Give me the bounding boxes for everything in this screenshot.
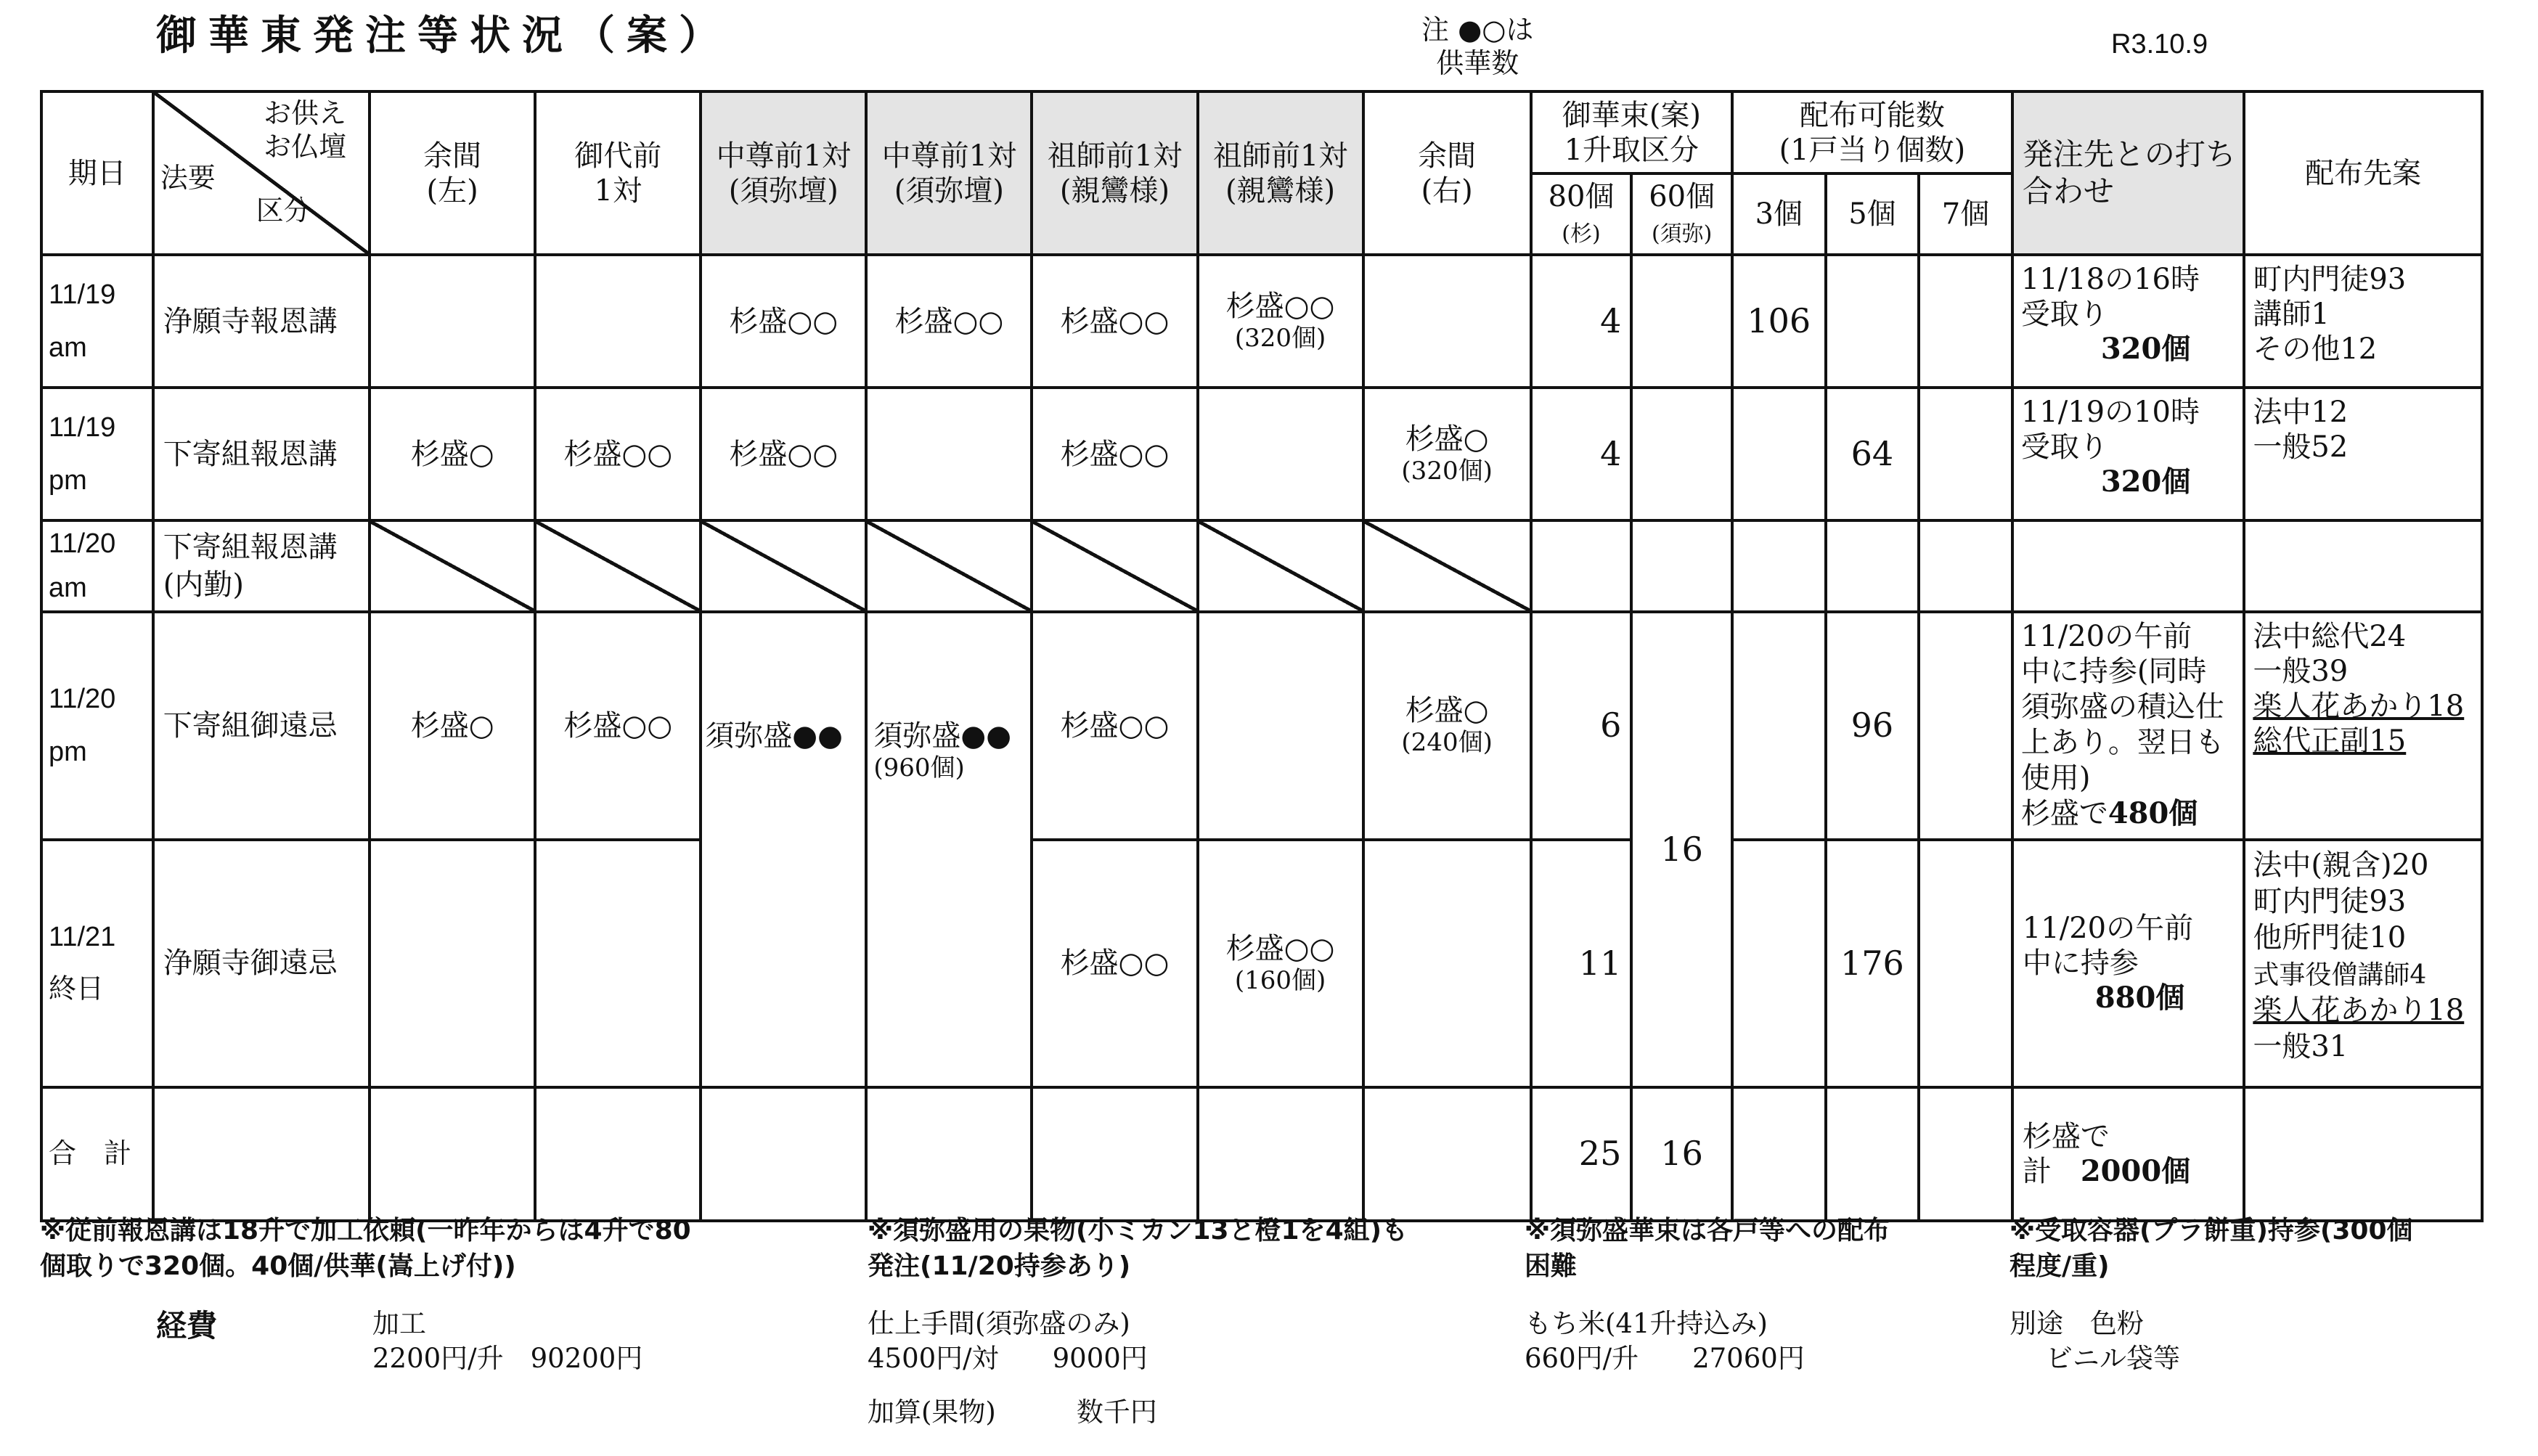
header-yoma-right: 余間 (右) — [1363, 91, 1531, 255]
cell-h5: 96 — [1826, 612, 1919, 840]
cell-godai — [535, 255, 701, 388]
cell-chuzon-1: 須弥盛●● — [701, 612, 866, 1087]
header-k80: 80個 (杉) — [1531, 173, 1632, 255]
cell-h3 — [1732, 388, 1826, 520]
cell-soshi-2 — [1198, 612, 1363, 840]
cell-yoma-left: 杉盛○ — [370, 612, 535, 840]
cell-yoma-right — [1363, 255, 1531, 388]
cell-k80 — [1531, 520, 1632, 612]
row-date: 11/19 am — [41, 255, 153, 388]
legend-note — [1421, 13, 1533, 81]
header-uchiawase: 発注先との打ち合わせ — [2012, 91, 2245, 255]
cell-uchiawase — [2012, 520, 2245, 612]
cell-destination: 町内門徒93 講師1 その他12 — [2244, 255, 2482, 388]
cell-h5 — [1826, 255, 1919, 388]
cell-chuzon-2: 杉盛○○ — [866, 255, 1032, 388]
header-h5: 5個 — [1826, 173, 1919, 255]
cell-godai: 杉盛○○ — [535, 388, 701, 520]
cell-h3 — [1732, 612, 1826, 840]
header-corner-altar: お仏壇 — [264, 130, 347, 163]
header-godai: 御代前 1対 — [535, 91, 701, 255]
table-row — [41, 255, 2482, 388]
cell-k60: 16 — [1631, 612, 1732, 1087]
cell-empty — [1732, 1087, 1826, 1221]
order-status-table — [40, 90, 2484, 1222]
cell-soshi-2: 杉盛○○ (160個) — [1198, 840, 1363, 1087]
footnote-3: ※須弥盛華束は各戸等への配布困難 — [1525, 1216, 1890, 1281]
cell-empty — [1826, 1087, 1919, 1221]
footnote-2: ※須弥盛用の果物(小ミカン13と橙1を4組)も発注(11/20持参あり) — [868, 1216, 1408, 1281]
cell-empty — [1032, 1087, 1197, 1221]
cell-not-applicable — [701, 520, 866, 612]
cell-h5: 176 — [1826, 840, 1919, 1087]
cell-soshi-2: 杉盛○○ (320個) — [1198, 255, 1363, 388]
cell-k60 — [1631, 255, 1732, 388]
cell-empty — [866, 1087, 1032, 1221]
cell-destination: 法中12 一般52 — [2244, 388, 2482, 520]
cell-destination: 法中総代24 一般39 楽人花あかり18 総代正副15 — [2244, 612, 2482, 840]
header-haifusaki: 配布先案 — [2244, 91, 2482, 255]
cell-godai: 杉盛○○ — [535, 612, 701, 840]
cell-not-applicable — [370, 520, 535, 612]
cell-empty — [2244, 1087, 2482, 1221]
cell-empty — [1919, 1087, 2012, 1221]
cell-not-applicable — [1032, 520, 1197, 612]
cell-empty — [153, 1087, 370, 1221]
row-service: 浄願寺御遠忌 — [153, 840, 370, 1087]
cell-empty — [1198, 1087, 1363, 1221]
header-soshi-1: 祖師前1対 (親鸞様) — [1032, 91, 1197, 255]
cell-soshi-1: 杉盛○○ — [1032, 612, 1197, 840]
header-soshi-2: 祖師前1対 (親鸞様) — [1198, 91, 1363, 255]
table-row-total — [41, 1087, 2482, 1221]
cell-h3 — [1732, 520, 1826, 612]
row-date: 11/21 終日 — [41, 840, 153, 1087]
legend-note-line2: 供華数 — [1436, 47, 1519, 80]
cell-yoma-right: 杉盛○ (240個) — [1363, 612, 1531, 840]
cell-chuzon-2: 須弥盛●● (960個) — [866, 612, 1032, 1087]
cell-soshi-1: 杉盛○○ — [1032, 840, 1197, 1087]
cell-yoma-right: 杉盛○ (320個) — [1363, 388, 1531, 520]
cell-h3 — [1732, 840, 1826, 1087]
header-h7: 7個 — [1919, 173, 2012, 255]
cell-h7 — [1919, 388, 2012, 520]
expense-separate: 別途 色粉 ビニル袋等 — [2009, 1308, 2180, 1375]
cell-h7 — [1919, 840, 2012, 1087]
row-service: 下寄組御遠忌 — [153, 612, 370, 840]
header-yoma-left: 余間 (左) — [370, 91, 535, 255]
header-haifu: 配布可能数 (1戸当り個数) — [1732, 91, 2012, 173]
cell-uchiawase: 11/20の午前 中に持参(同時 須弥盛の積込仕 上あり。翌日も 使用) 杉盛で480個 — [2012, 612, 2245, 840]
cell-not-applicable — [535, 520, 701, 612]
header-corner-division: 区分 — [256, 195, 311, 226]
expense-rice: もち米(41升持込み) 660円/升 27060円 — [1525, 1308, 1805, 1375]
header-corner-service: 法要 — [160, 162, 216, 194]
cell-k80: 4 — [1531, 388, 1632, 520]
row-date: 11/20 pm — [41, 612, 153, 840]
cell-soshi-1: 杉盛○○ — [1032, 255, 1197, 388]
cell-total-k80: 25 — [1531, 1087, 1632, 1221]
cell-total-k60: 16 — [1631, 1087, 1732, 1221]
cell-destination: 法中(親含)20 町内門徒93 他所門徒10 式事役僧講師4 楽人花あかり18 一般31 — [2244, 840, 2482, 1087]
table-row — [41, 388, 2482, 520]
cell-yoma-left — [370, 840, 535, 1087]
cell-yoma-left — [370, 255, 535, 388]
cell-h5: 64 — [1826, 388, 1919, 520]
document-date: R3.10.9 — [2111, 29, 2208, 60]
cell-k80: 4 — [1531, 255, 1632, 388]
cell-not-applicable — [1198, 520, 1363, 612]
row-total-label: 合 計 — [41, 1087, 153, 1221]
cell-k60 — [1631, 520, 1732, 612]
expense-processing: 加工 2200円/升 90200円 — [372, 1308, 643, 1375]
cell-uchiawase: 11/19の10時 受取り 320個 — [2012, 388, 2245, 520]
cell-destination — [2244, 520, 2482, 612]
cell-chuzon-1: 杉盛○○ — [701, 388, 866, 520]
cell-k80: 11 — [1531, 840, 1632, 1087]
table-row — [41, 520, 2482, 612]
cell-not-applicable — [866, 520, 1032, 612]
row-service: 浄願寺報恩講 — [153, 255, 370, 388]
legend-note-line1: 注 ●○は — [1421, 14, 1534, 46]
header-h3: 3個 — [1732, 173, 1826, 255]
table-row — [41, 840, 2482, 1087]
expenses-label: 経費 — [156, 1308, 218, 1343]
cell-not-applicable — [1363, 520, 1531, 612]
cell-h7 — [1919, 520, 2012, 612]
cell-h7 — [1919, 255, 2012, 388]
row-service: 下寄組報恩講 — [153, 388, 370, 520]
cell-uchiawase: 11/18の16時 受取り 320個 — [2012, 255, 2245, 388]
cell-yoma-right — [1363, 840, 1531, 1087]
header-chuzon-1: 中尊前1対 (須弥壇) — [701, 91, 866, 255]
cell-godai — [535, 840, 701, 1087]
header-k60: 60個 (須弥) — [1631, 173, 1732, 255]
cell-empty — [1363, 1087, 1531, 1221]
cell-uchiawase: 11/20の午前 中に持参 880個 — [2012, 840, 2245, 1087]
cell-soshi-2 — [1198, 388, 1363, 520]
cell-empty — [370, 1087, 535, 1221]
cell-chuzon-1: 杉盛○○ — [701, 255, 866, 388]
cell-k60 — [1631, 388, 1732, 520]
cell-k80: 6 — [1531, 612, 1632, 840]
cell-h7 — [1919, 612, 2012, 840]
expense-fruit: 加算(果物) 数千円 — [868, 1396, 1157, 1428]
cell-h5 — [1826, 520, 1919, 612]
header-corner-offering: お供え — [264, 97, 347, 129]
expense-finishing: 仕上手間(須弥盛のみ) 4500円/対 9000円 — [868, 1308, 1148, 1375]
cell-empty — [701, 1087, 866, 1221]
cell-empty — [535, 1087, 701, 1221]
header-chuzon-2: 中尊前1対 (須弥壇) — [866, 91, 1032, 255]
header-category-corner — [153, 91, 370, 255]
cell-h3: 106 — [1732, 255, 1826, 388]
cell-soshi-1: 杉盛○○ — [1032, 388, 1197, 520]
footnote-1: ※従前報恩講は18升で加工依頼(一昨年からは4升で80個取りで320個。40個/供華(嵩上げ付)) — [40, 1216, 691, 1281]
row-service: 下寄組報恩講 (内勤) — [153, 520, 370, 612]
row-date: 11/19 pm — [41, 388, 153, 520]
document-title: 御華東発注等状況（案） — [156, 12, 731, 60]
table-row — [41, 612, 2482, 840]
header-gokasoku: 御華束(案) 1升取区分 — [1531, 91, 1732, 173]
cell-yoma-left: 杉盛○ — [370, 388, 535, 520]
row-date: 11/20 am — [41, 520, 153, 612]
cell-chuzon-2 — [866, 388, 1032, 520]
footnote-4: ※受取容器(プラ餅重)持参(300個程度/重) — [2009, 1216, 2413, 1281]
cell-total-uchiawase: 杉盛で 計 2000個 — [2012, 1087, 2245, 1221]
header-period: 期日 — [41, 91, 153, 255]
